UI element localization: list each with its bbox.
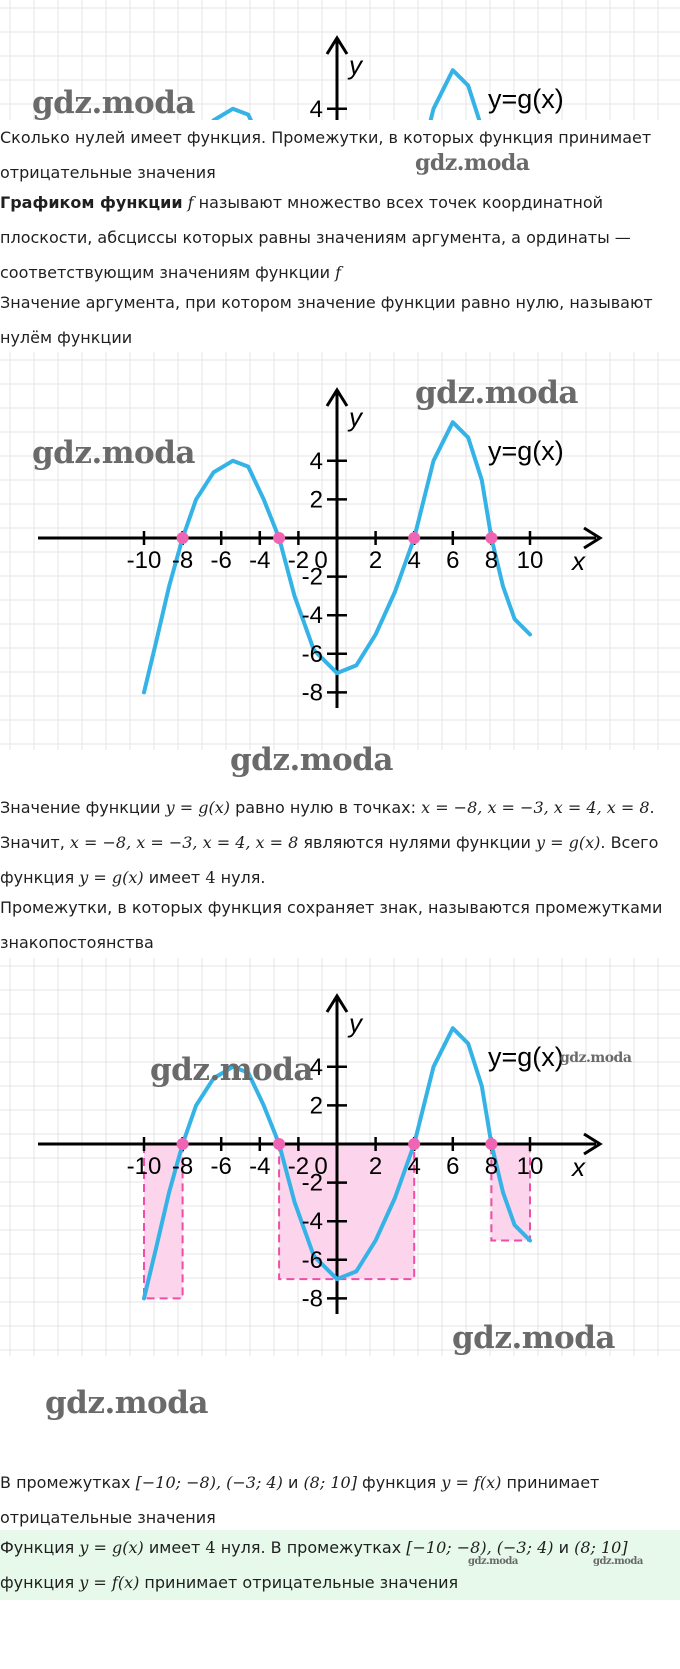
zero-point	[408, 1138, 420, 1150]
x-tick-label: -4	[249, 1153, 271, 1180]
x-tick-label: -10	[126, 547, 162, 574]
math-fn: y = g(x)	[79, 1538, 144, 1557]
y-tick-label: 2	[309, 1092, 323, 1120]
math-interval: (8; 10]	[574, 1538, 628, 1557]
graph-zeros	[0, 352, 680, 750]
watermark: gdz.moda	[415, 375, 578, 411]
y-tick-label: -6	[301, 640, 323, 668]
zeros-text: Значение функции	[0, 798, 161, 817]
watermark: gdz.moda	[560, 1050, 632, 1066]
x-tick-label: 0	[314, 1153, 328, 1180]
math-f: f	[187, 193, 194, 212]
x-tick-label: -8	[171, 547, 194, 574]
zero-point	[485, 1138, 497, 1150]
math-fn: y = f(x)	[79, 1573, 140, 1592]
x-tick-label: 2	[368, 1153, 383, 1180]
math-count: 4	[205, 1538, 216, 1557]
term-graph: Графиком функции	[0, 193, 183, 212]
y-tick-label: -2	[301, 1169, 323, 1197]
neg-text: принимает отрицательные значения	[0, 1473, 600, 1527]
sum-text: Функция	[0, 1538, 75, 1557]
watermark: gdz.moda	[230, 742, 393, 778]
math-count: 4	[205, 868, 216, 887]
zeros-text: нуля.	[220, 868, 266, 887]
watermark: gdz.moda	[32, 435, 195, 471]
watermark: gdz.moda	[45, 1385, 208, 1421]
y-tick-label: 4	[309, 95, 323, 120]
zero-point	[273, 532, 285, 544]
x-tick-label: -2	[287, 1153, 310, 1180]
y-tick-label: -2	[301, 563, 323, 591]
question-text: Сколько нулей имеет функция. Промежутки, в которых функция принимает отрицательные значения	[0, 128, 652, 182]
summary-text	[0, 1530, 672, 1600]
graph-definition	[0, 185, 672, 290]
y-axis-label: y	[349, 402, 362, 432]
x-axis-label: x	[572, 546, 585, 576]
neg-text: функция	[362, 1473, 437, 1492]
watermark: gdz.moda	[150, 1052, 313, 1088]
sum-text: нуля. В промежутках	[220, 1538, 402, 1557]
y-tick-label: 4	[309, 447, 323, 475]
x-axis-label: x	[572, 1152, 585, 1182]
x-tick-label: 8	[484, 1153, 499, 1180]
zeros-explanation	[0, 790, 672, 895]
y-tick-label: -6	[301, 1246, 323, 1274]
function-label: y=g(x)	[488, 1042, 564, 1072]
zero-point	[273, 1138, 285, 1150]
sign-definition: Промежутки, в которых функция сохраняет знак, называются промежутками знакопостоянства	[0, 898, 663, 952]
graph-svg-zeros	[0, 352, 680, 750]
y-tick-label: -4	[301, 1208, 323, 1236]
x-tick-label: -8	[171, 1153, 194, 1180]
y-tick-label: -8	[301, 1285, 323, 1313]
math-fn: y = g(x)	[165, 798, 231, 817]
neg-text: В промежутках	[0, 1473, 131, 1492]
x-tick-label: -2	[287, 547, 310, 574]
watermark: gdz.moda	[593, 1556, 643, 1567]
math-intervals: [−10; −8), (−3; 4)	[406, 1538, 554, 1557]
x-tick-label: 6	[446, 1153, 460, 1180]
math-fn: y = g(x)	[536, 833, 601, 852]
y-tick-label: 2	[309, 486, 323, 514]
math-points: x = −8, x = −3, x = 4, x = 8	[421, 798, 650, 817]
math-points: x = −8, x = −3, x = 4, x = 8	[69, 833, 299, 852]
x-tick-label: 0	[314, 547, 328, 574]
math-interval: (8; 10]	[303, 1473, 357, 1492]
negative-explanation	[0, 1465, 672, 1535]
x-tick-label: 2	[368, 547, 383, 574]
watermark: gdz.moda	[452, 1320, 615, 1356]
zero-point	[408, 532, 420, 544]
graph-negative	[0, 958, 680, 1356]
x-tick-label: 10	[516, 1153, 544, 1180]
watermark: gdz.moda	[468, 1556, 518, 1567]
zeros-text: равно нулю в точках:	[235, 798, 416, 817]
x-tick-label: -6	[210, 1153, 232, 1180]
math-f: f	[335, 263, 342, 282]
math-fn: y = g(x)	[79, 868, 144, 887]
y-axis-label: y	[349, 50, 362, 80]
neg-text: и	[287, 1473, 299, 1492]
zeros-text: . Значит,	[0, 798, 655, 852]
graph-svg-negative	[0, 958, 680, 1356]
watermark: gdz.moda	[32, 85, 195, 121]
sum-text: принимает отрицательные значения	[144, 1573, 459, 1592]
graph-definition-text: называют множество всех точек координатной плоскости, абсциссы которых равны значениям аргумента, а ординаты — соответствующим значениям функции	[0, 193, 631, 282]
answer-summary	[0, 1530, 680, 1600]
zero-definition: Значение аргумента, при котором значение функции равно нулю, называют нулём функции	[0, 293, 653, 347]
x-tick-label: 4	[407, 547, 421, 574]
x-tick-label: 4	[407, 1153, 421, 1180]
zeros-text: имеет	[148, 868, 201, 887]
watermark: gdz.moda	[415, 150, 530, 176]
math-intervals: [−10; −8), (−3; 4)	[135, 1473, 283, 1492]
zeros-text: являются нулями функции	[303, 833, 531, 852]
x-tick-label: -6	[210, 547, 232, 574]
x-tick-label: -10	[126, 1153, 162, 1180]
sum-text: функция	[0, 1573, 75, 1592]
function-label: y=g(x)	[488, 84, 564, 114]
x-tick-label: 8	[484, 547, 499, 574]
y-axis-label: y	[349, 1008, 362, 1038]
zero-point	[485, 532, 497, 544]
sum-text: и	[558, 1538, 569, 1557]
x-tick-label: 10	[516, 547, 544, 574]
math-fn: y = f(x)	[441, 1473, 502, 1492]
sum-text: имеет	[148, 1538, 201, 1557]
y-tick-label: -8	[301, 679, 323, 707]
zero-point	[177, 532, 189, 544]
y-tick-label: -4	[301, 602, 323, 630]
x-tick-label: 6	[446, 547, 460, 574]
zero-point	[177, 1138, 189, 1150]
function-label: y=g(x)	[488, 436, 564, 466]
zeros-text: . Всего функция	[0, 833, 659, 887]
x-tick-label: -4	[249, 547, 271, 574]
y-tick-label: 4	[309, 1053, 323, 1081]
